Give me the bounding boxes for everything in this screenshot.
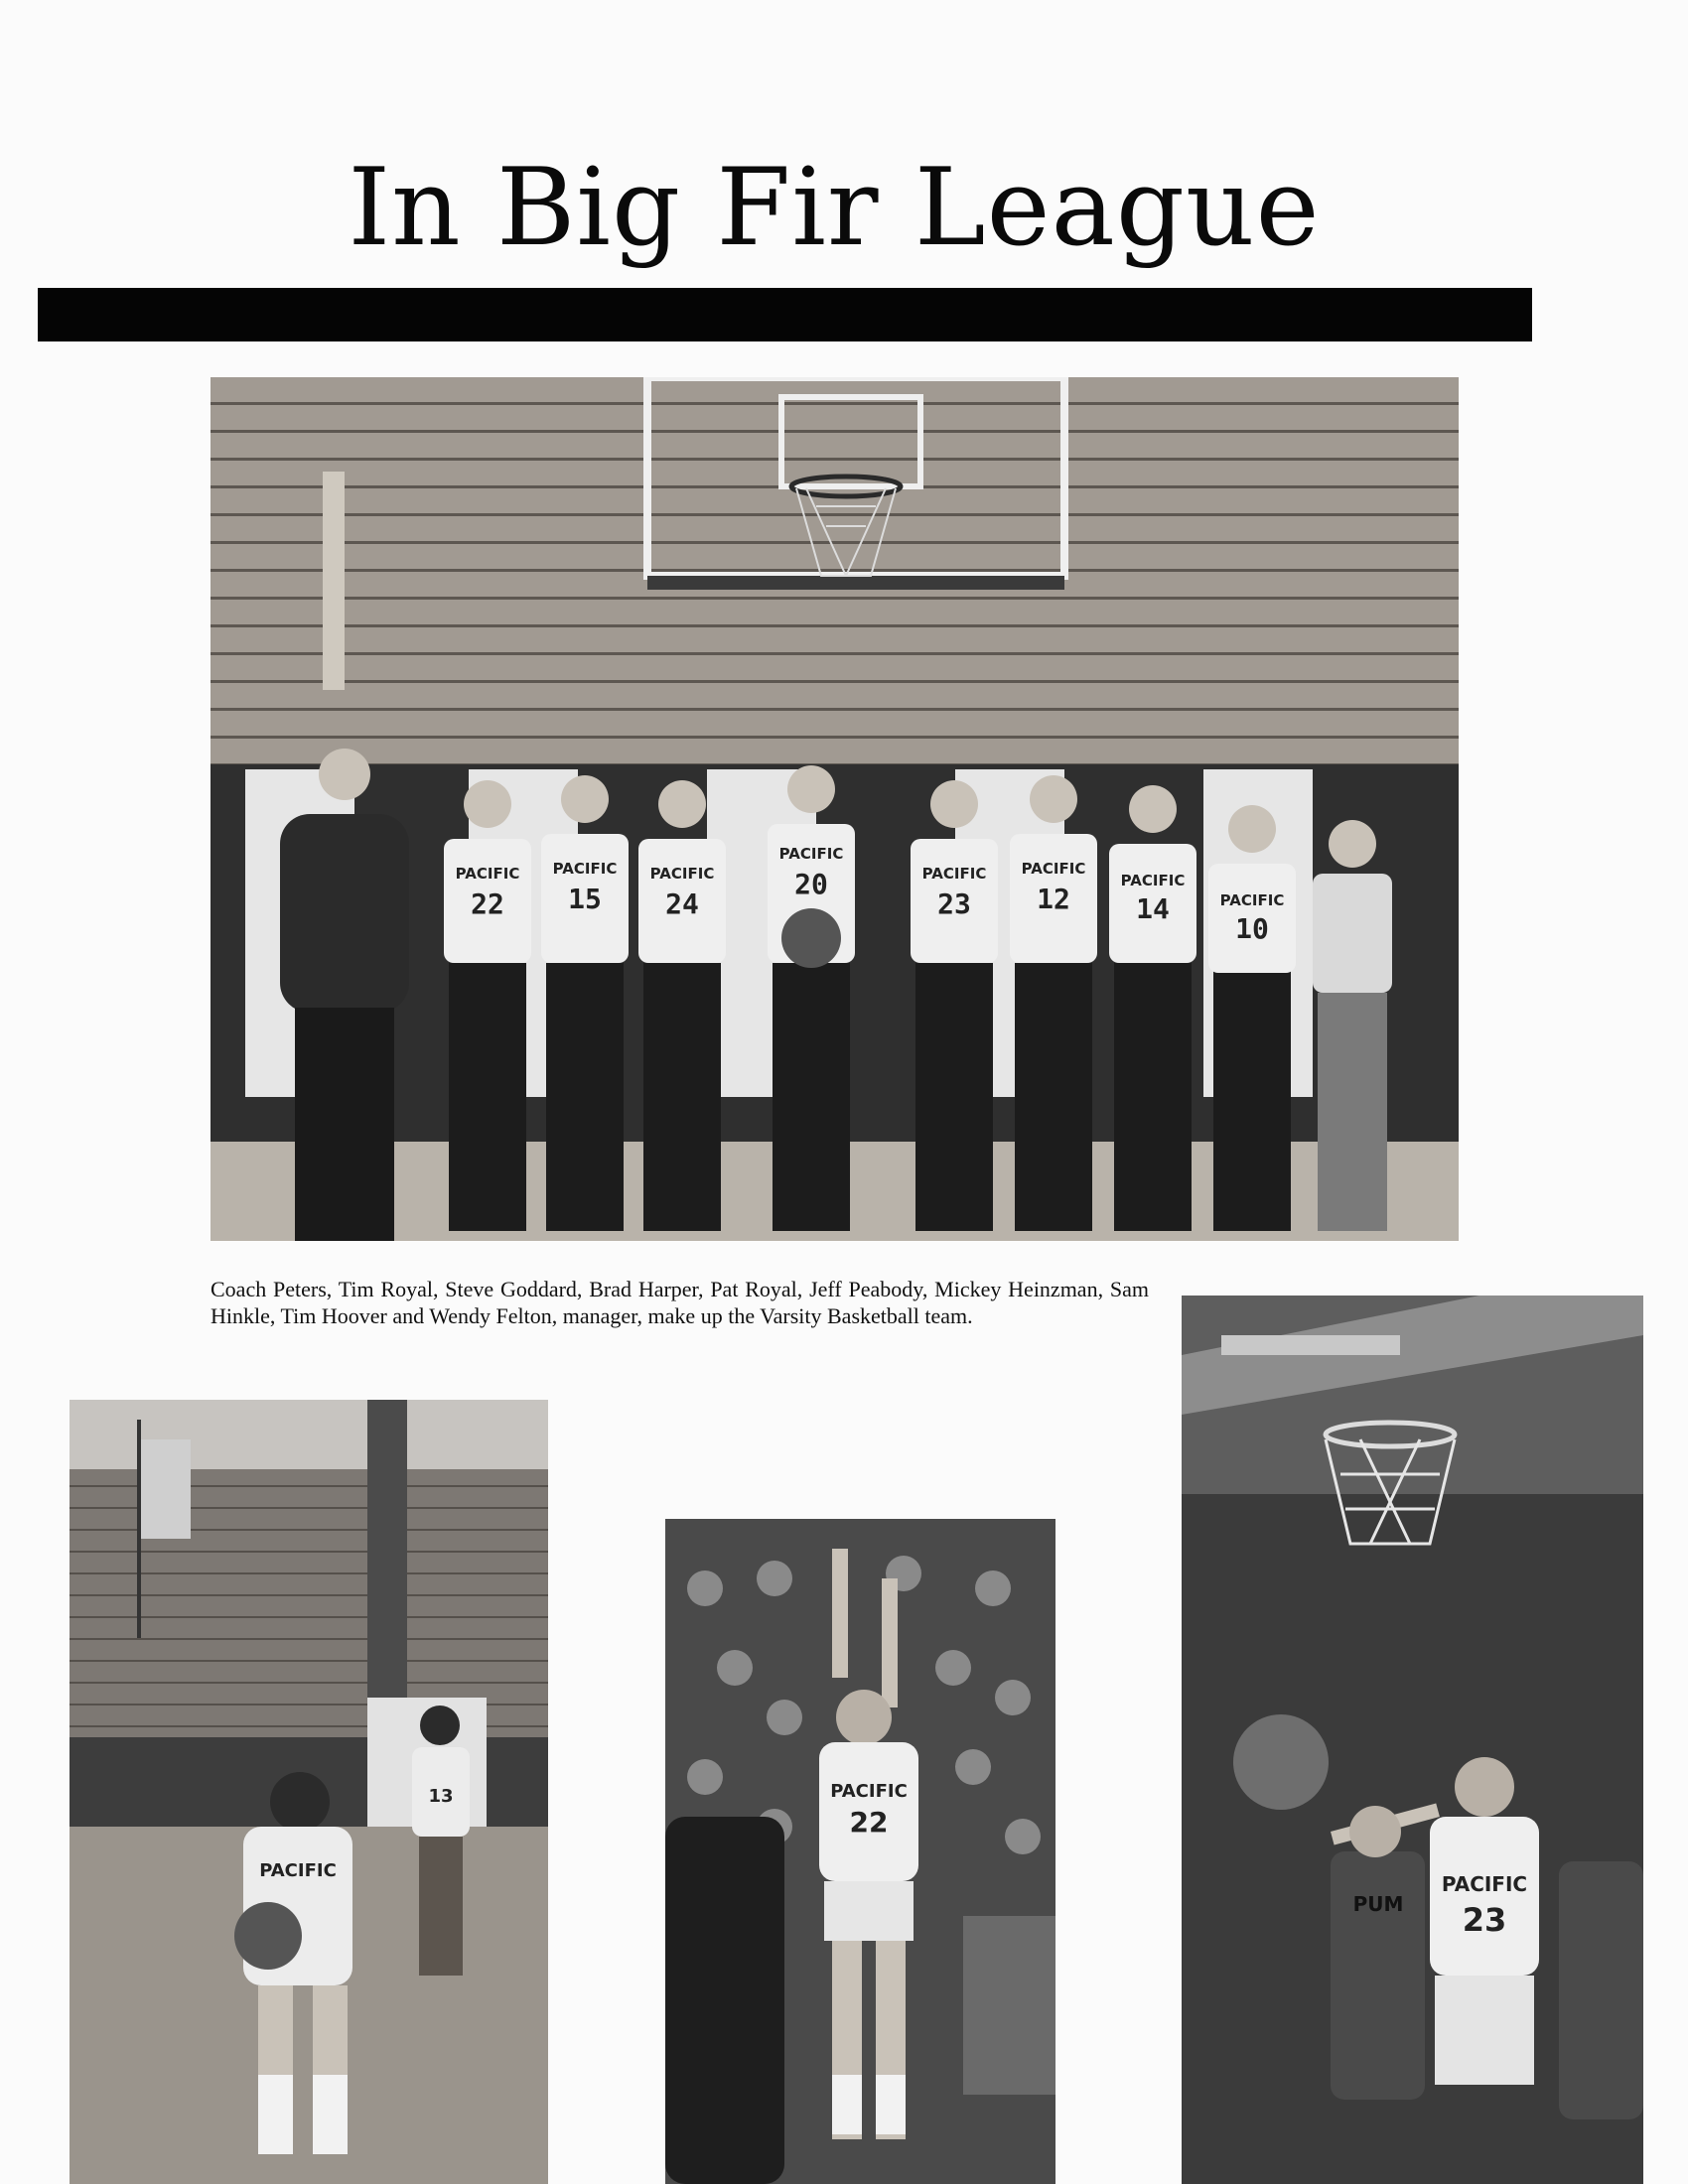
jump-shot-photo bbox=[665, 1519, 1055, 2184]
jersey-number: 24 bbox=[665, 887, 699, 920]
jump-shot-photo-image bbox=[665, 1519, 1055, 2184]
jersey-lettering: PACIFIC bbox=[1021, 860, 1086, 878]
jersey-number: 23 bbox=[1462, 1901, 1507, 1939]
jersey-lettering: PACIFIC bbox=[1219, 891, 1285, 909]
layup-photo bbox=[1182, 1296, 1643, 2184]
jersey-number: 10 bbox=[1235, 912, 1269, 945]
jersey-number: 23 bbox=[937, 887, 971, 920]
free-throw-photo-image bbox=[70, 1400, 548, 2184]
jersey-lettering: PACIFIC bbox=[552, 860, 618, 878]
title-bar bbox=[38, 288, 1532, 341]
jersey-lettering: PACIFIC bbox=[1441, 1872, 1528, 1896]
jersey-lettering: PACIFIC bbox=[778, 845, 844, 863]
jersey-number: 22 bbox=[471, 887, 504, 920]
jersey-number: 14 bbox=[1136, 892, 1170, 925]
jersey-lettering: PACIFIC bbox=[649, 865, 715, 883]
jersey-lettering: PACIFIC bbox=[921, 865, 987, 883]
jersey-lettering: PACIFIC bbox=[830, 1781, 908, 1802]
jersey-number: 15 bbox=[568, 883, 602, 915]
page-title: In Big Fir League bbox=[348, 146, 1321, 270]
team-photo-image bbox=[211, 377, 1459, 1241]
free-throw-photo bbox=[70, 1400, 548, 2184]
jersey-number: 22 bbox=[849, 1806, 889, 1839]
jersey-lettering: PACIFIC bbox=[259, 1860, 337, 1881]
jersey-number: 12 bbox=[1037, 883, 1070, 915]
layup-photo-image bbox=[1182, 1296, 1643, 2184]
jersey-number: 20 bbox=[794, 868, 828, 900]
jersey-lettering: PACIFIC bbox=[455, 865, 520, 883]
jersey-number: 13 bbox=[428, 1786, 454, 1807]
opponent-jersey-lettering: PUM bbox=[1352, 1892, 1404, 1916]
team-photo-caption: Coach Peters, Tim Royal, Steve Goddard, Brad Harper, Pat Royal, Jeff Peabody, Mickey Heinzman, Sam Hinkle, Tim Hoover and Wendy Felton, manager, make up the Varsity Basketball team. bbox=[211, 1277, 1149, 1328]
jersey-lettering: PACIFIC bbox=[1120, 872, 1186, 889]
team-photo bbox=[211, 377, 1459, 1241]
